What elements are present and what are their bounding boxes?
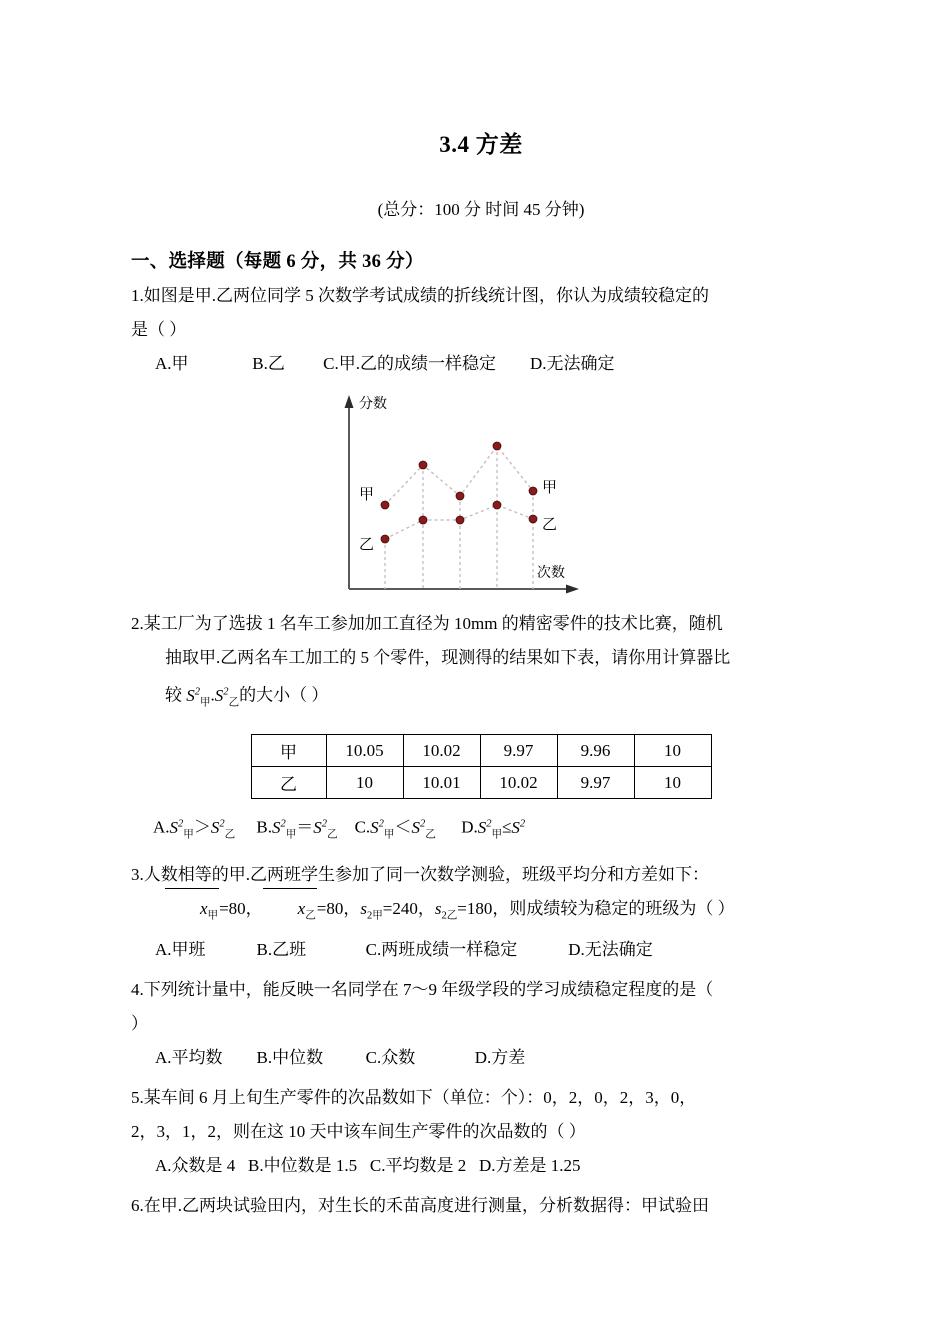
q2-opt-a-letter: A. bbox=[153, 817, 170, 837]
table-cell: 10.02 bbox=[403, 735, 480, 767]
q2-opt-d-rel: ≤ bbox=[502, 817, 512, 837]
question-5 bbox=[131, 1081, 831, 1149]
question-5-line-2: 2，3，1，2，则在这 10 天中该车间生产零件的次品数的（ ） bbox=[131, 1122, 586, 1142]
question-4 bbox=[131, 973, 831, 1041]
math-xbar-yi: $x_乙$ bbox=[263, 892, 317, 933]
question-5-options: A.众数是 4 B.中位数是 1.5 C.平均数是 2 D.方差是 1.25 bbox=[155, 1156, 581, 1176]
math-s-jia-a: $S^2_甲$ bbox=[169, 817, 194, 841]
page-content bbox=[131, 0, 831, 1223]
math-s-jia-d: $S^2_甲$ bbox=[477, 817, 503, 841]
table-row-label: 甲 bbox=[251, 735, 326, 767]
question-4-options: A.平均数 B.中位数 C.众数 D.方差 bbox=[155, 1048, 526, 1068]
question-1 bbox=[131, 279, 831, 347]
math-s-yi-b: $S^2_乙$ bbox=[313, 817, 338, 841]
section-heading-multiple-choice: 一、选择题（每题 6 分，共 36 分） bbox=[131, 252, 424, 272]
question-4-line-1: 4.下列统计量中，能反映一名同学在 7～9 年级学段的学习成绩稳定程度的是（ bbox=[131, 980, 714, 1000]
question-6-line-1: 6.在甲.乙两块试验田内，对生长的禾苗高度进行测量，分析数据得：甲试验田 bbox=[131, 1196, 709, 1216]
chart-points-jia bbox=[381, 442, 537, 509]
table-row bbox=[251, 767, 711, 799]
math-s-d-tail: $S^2$ bbox=[511, 817, 526, 837]
q3-formula-p1: =80， bbox=[219, 899, 263, 919]
math-s-jia-b: $S^2_甲$ bbox=[271, 817, 297, 841]
question-1-line-1: 1.如图是甲.乙两位同学 5 次数学考试成绩的折线统计图，你认为成绩较稳定的 bbox=[131, 286, 709, 305]
question-3-formula-line bbox=[131, 892, 831, 933]
table-cell: 9.97 bbox=[480, 735, 557, 767]
q2-opt-d-letter: D. bbox=[461, 817, 478, 837]
question-3-options: A.甲班 B.乙班 C.两班成绩一样稳定 D.无法确定 bbox=[155, 940, 653, 960]
chart-y-axis-label: 分数 bbox=[359, 395, 387, 411]
question-2-options bbox=[131, 807, 831, 852]
math-xbar-jia: $x_甲$ bbox=[165, 892, 219, 933]
chart-points-yi bbox=[381, 501, 537, 543]
line-chart-svg bbox=[327, 389, 617, 601]
table-cell: 10.02 bbox=[480, 767, 557, 799]
chart-x-axis-label: 次数 bbox=[537, 564, 565, 580]
q2-dot-sep: . bbox=[210, 685, 215, 705]
question-3 bbox=[131, 858, 831, 933]
math-s-jia-c: $S^2_甲$ bbox=[370, 817, 395, 841]
question-6 bbox=[131, 1189, 831, 1223]
table-row-label: 乙 bbox=[251, 767, 326, 799]
chart-label-yi-right: 乙 bbox=[542, 516, 558, 533]
chart-label-jia-right: 甲 bbox=[542, 479, 558, 496]
table-cell: 10 bbox=[634, 767, 711, 799]
q3-formula-p3: =240， bbox=[382, 899, 435, 919]
table-row bbox=[251, 735, 711, 767]
measurement-table-wrap bbox=[131, 734, 831, 799]
question-5-line-1: 5.某车间 6 月上旬生产零件的次品数如下（单位：个）：0，2，0，2，3，0， bbox=[131, 1088, 697, 1108]
table-cell: 10.05 bbox=[326, 735, 403, 767]
math-s-yi-1: $S^2_乙$ bbox=[214, 685, 240, 709]
question-2-line-3-prefix: 较 bbox=[165, 685, 187, 705]
line-chart-figure bbox=[131, 389, 831, 601]
q2-opt-a-rel: ＞ bbox=[193, 817, 211, 837]
question-2-line-2: 抽取甲.乙两名车工加工的 5 个零件，现测得的结果如下表，请你用计算器比 bbox=[165, 648, 731, 667]
math-s2-yi: $s_{2乙}$ bbox=[434, 899, 458, 922]
measurement-table bbox=[251, 734, 712, 799]
q2-opt-c-letter: C. bbox=[354, 817, 371, 837]
math-s-yi-a: $S^2_乙$ bbox=[210, 817, 236, 841]
question-2-line-1: 2.某工厂为了选拔 1 名车工参加加工直径为 10mm 的精密零件的技术比赛，随机 bbox=[131, 614, 723, 633]
table-cell: 9.97 bbox=[557, 767, 634, 799]
table-cell: 10 bbox=[326, 767, 403, 799]
q2-opt-b-rel: ＝ bbox=[296, 817, 314, 837]
question-1-options: A.甲 B.乙 C.甲.乙的成绩一样稳定 D.无法确定 bbox=[155, 354, 615, 373]
question-2 bbox=[131, 607, 831, 720]
q2-opt-c-rel: ＜ bbox=[394, 817, 412, 837]
table-cell: 10.01 bbox=[403, 767, 480, 799]
question-2-line-3-suffix: 的大小（ ） bbox=[239, 685, 329, 705]
math-s-jia-1: $S^2_甲$ bbox=[186, 685, 211, 709]
chart-label-jia-left: 甲 bbox=[359, 486, 375, 503]
math-s2-jia: $s_{2甲}$ bbox=[360, 899, 383, 922]
question-4-line-2: ） bbox=[131, 1014, 148, 1034]
q3-formula-p2: =80， bbox=[316, 899, 361, 919]
chart-label-yi-left: 乙 bbox=[359, 536, 375, 553]
page-subtitle: (总分：100 分 时间 45 分钟) bbox=[377, 200, 585, 219]
q3-formula-p4: =180，则成绩较为稳定的班级为（ ） bbox=[457, 899, 735, 919]
math-s-yi-c: $S^2_乙$ bbox=[411, 817, 436, 841]
table-cell: 10 bbox=[634, 735, 711, 767]
question-2-line-3 bbox=[131, 675, 831, 720]
table-cell: 9.96 bbox=[557, 735, 634, 767]
page-title: 3.4 方差 bbox=[439, 132, 523, 157]
question-1-line-2: 是（ ） bbox=[131, 320, 187, 339]
q2-opt-b-letter: B. bbox=[256, 817, 272, 837]
question-3-line-1: 3.人数相等的甲.乙两班学生参加了同一次数学测验，班级平均分和方差如下： bbox=[131, 865, 709, 885]
